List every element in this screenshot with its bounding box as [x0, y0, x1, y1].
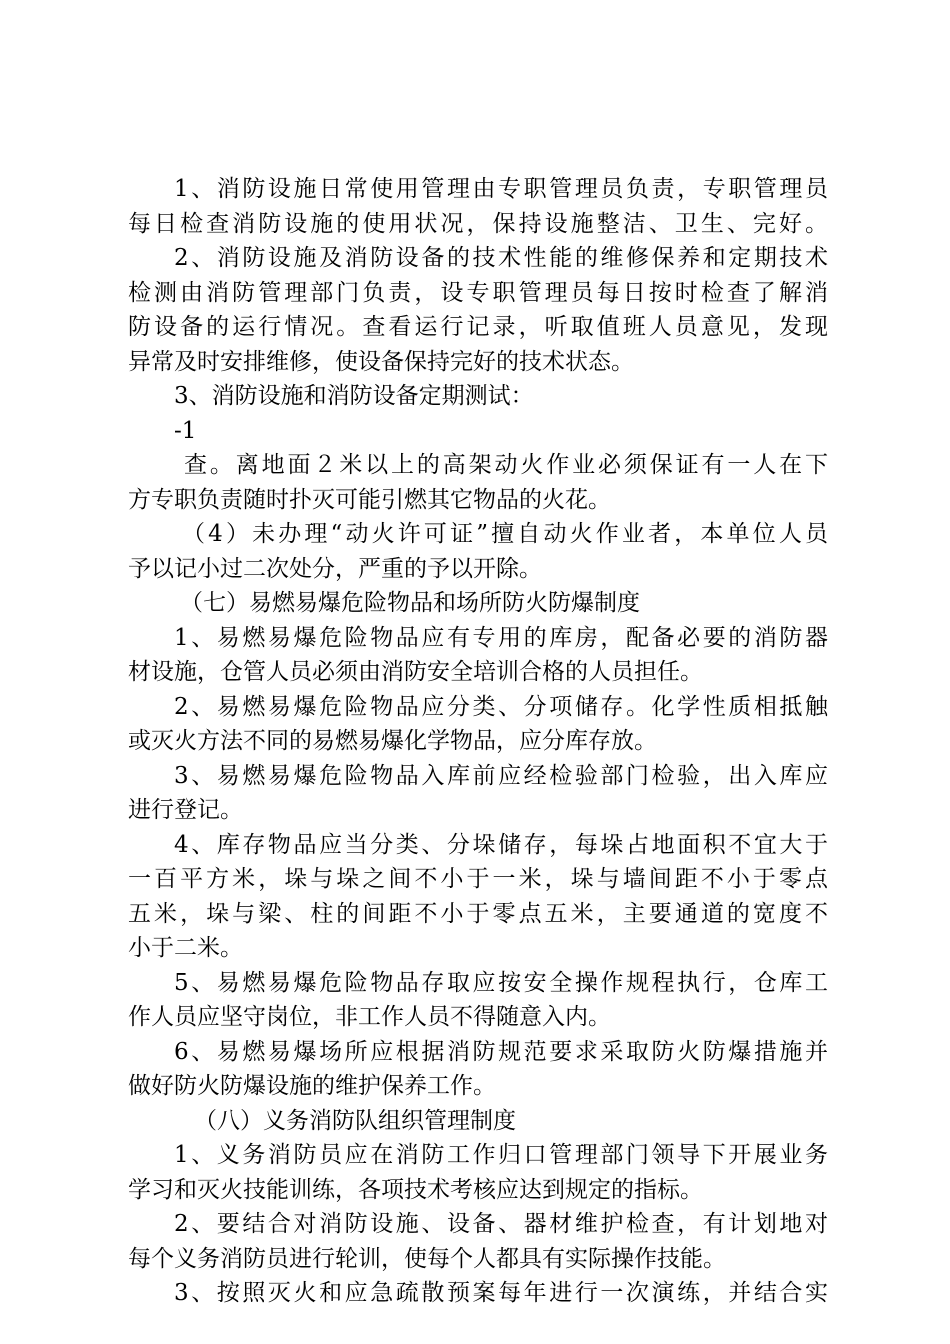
- paragraph-line: 一百平方米，垛与垛之间不小于一米，垛与墙间距不小于零点: [128, 866, 828, 892]
- paragraph-line: 检测由消防管理部门负责，设专职管理员每日按时检查了解消: [128, 279, 828, 306]
- paragraph-line: 每个义务消防员进行轮训，使每个人都具有实际操作技能。: [128, 1245, 726, 1272]
- page-marker: -1: [174, 417, 197, 444]
- paragraph-line: 2、要结合对消防设施、设备、器材维护检查，有计划地对: [174, 1211, 828, 1237]
- paragraph-line: 做好防火防爆设施的维护保养工作。: [128, 1073, 496, 1099]
- paragraph-line: 3、按照灭火和应急疏散预案每年进行一次演练，并结合实: [174, 1280, 828, 1306]
- paragraph-line: 或灭火方法不同的易燃易爆化学物品，应分库存放。: [128, 728, 657, 754]
- paragraph-line: 2、消防设施及消防设备的技术性能的维修保养和定期技术: [174, 245, 828, 271]
- paragraph-line: 予以记小过二次处分，严重的予以开除。: [128, 555, 542, 582]
- paragraph-line: （4）未办理“动火许可证”擅自动火作业者，本单位人员: [182, 521, 828, 547]
- paragraph-line: 方专职负责随时扑灭可能引燃其它物品的火花。: [128, 486, 611, 513]
- section-heading: （八）义务消防队组织管理制度: [194, 1107, 516, 1134]
- paragraph-line: 进行登记。: [128, 797, 243, 823]
- paragraph-line: 3、消防设施和消防设备定期测试：: [174, 383, 534, 409]
- paragraph-line: 4、库存物品应当分类、分垛储存，每垛占地面积不宜大于: [174, 831, 828, 858]
- paragraph-line: 1、义务消防员应在消防工作归口管理部门领导下开展业务: [174, 1142, 828, 1168]
- paragraph-line: 小于二米。: [128, 935, 243, 961]
- paragraph-line: 查。离地面２米以上的高架动火作业必须保证有一人在下: [184, 452, 828, 478]
- paragraph-line: 5、易燃易爆危险物品存取应按安全操作规程执行，仓库工: [174, 969, 828, 996]
- paragraph-line: 1、消防设施日常使用管理由专职管理员负责，专职管理员: [174, 176, 828, 202]
- paragraph-line: 异常及时安排维修，使设备保持完好的技术状态。: [128, 348, 634, 375]
- document-body: [128, 172, 828, 1311]
- paragraph-line: 材设施，仓管人员必须由消防安全培训合格的人员担任。: [128, 659, 703, 685]
- paragraph-line: 1、易燃易爆危险物品应有专用的库房，配备必要的消防器: [174, 624, 828, 651]
- paragraph-line: 6、易燃易爆场所应根据消防规范要求采取防火防爆措施并: [174, 1038, 828, 1065]
- paragraph-line: 学习和灭火技能训练，各项技术考核应达到规定的指标。: [128, 1176, 703, 1203]
- paragraph-line: 五米，垛与梁、柱的间距不小于零点五米，主要通道的宽度不: [128, 900, 828, 927]
- paragraph-line: 每日检查消防设施的使用状况，保持设施整洁、卫生、完好。: [128, 210, 828, 237]
- paragraph-line: 2、易燃易爆危险物品应分类、分项储存。化学性质相抵触: [174, 693, 828, 720]
- paragraph-line: 3、易燃易爆危险物品入库前应经检验部门检验，出入库应: [174, 762, 828, 789]
- paragraph-line: 防设备的运行情况。查看运行记录，听取值班人员意见，发现: [128, 314, 828, 340]
- paragraph-line: 作人员应坚守岗位，非工作人员不得随意入内。: [128, 1004, 611, 1030]
- section-heading: （七）易燃易爆危险物品和场所防火防爆制度: [180, 590, 640, 616]
